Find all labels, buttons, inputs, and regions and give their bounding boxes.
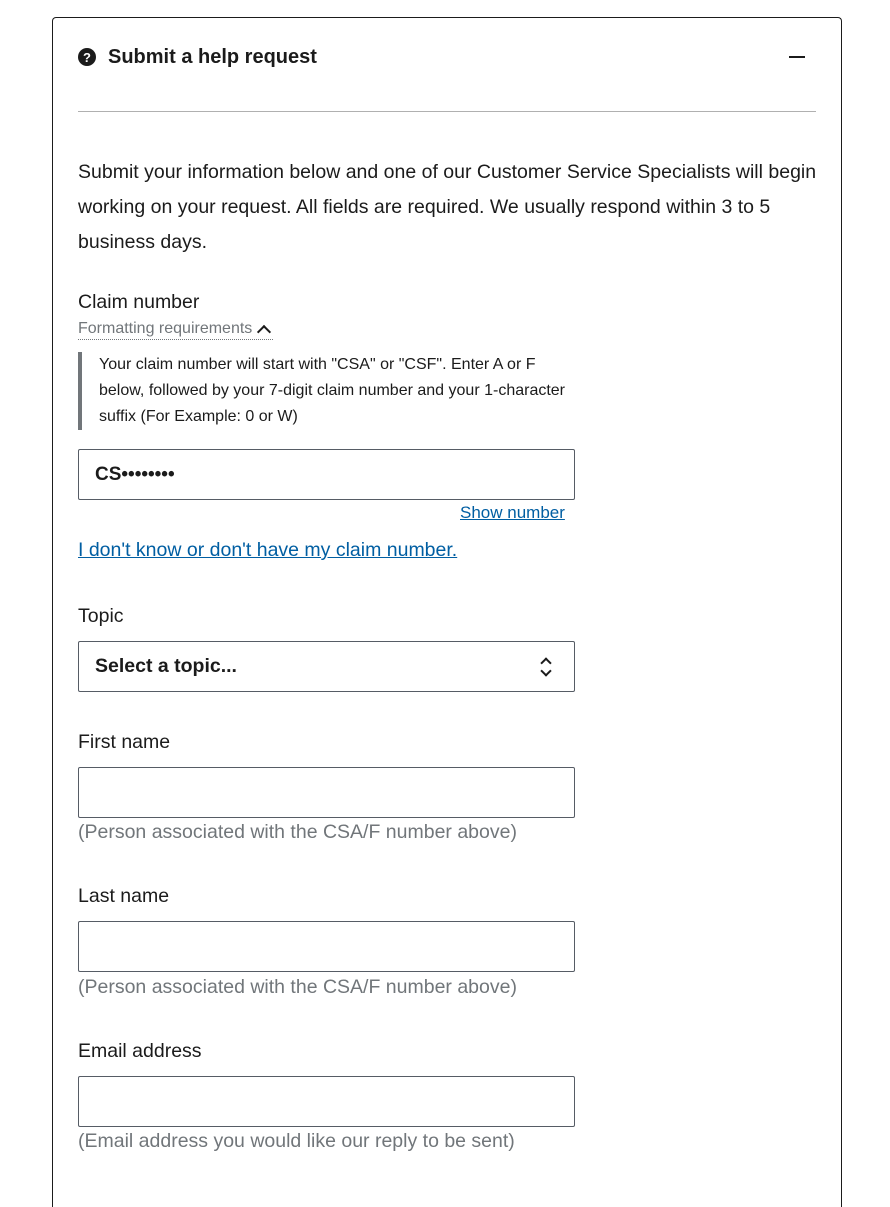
select-arrows-icon — [539, 655, 553, 679]
last-name-input[interactable] — [79, 922, 574, 971]
claim-number-label: Claim number — [78, 291, 200, 313]
show-number-link[interactable]: Show number — [460, 503, 565, 522]
topic-select[interactable] — [78, 641, 575, 692]
first-name-field — [78, 767, 575, 818]
last-name-field — [78, 921, 575, 972]
intro-text: Submit your information below and one of our Customer Service Specialists will begin working on your request. All fields are required. We usually respond within 3 to 5 business days. — [78, 161, 817, 253]
last-name-hint: (Person associated with the CSA/F number above) — [78, 976, 517, 998]
first-name-label: First name — [78, 731, 171, 753]
email-label: Email address — [78, 1040, 202, 1062]
formatting-requirements-toggle[interactable] — [78, 319, 273, 340]
header-divider — [78, 111, 816, 112]
help-request-panel — [52, 17, 842, 1207]
chevron-up-icon — [257, 324, 271, 338]
email-field — [78, 1076, 575, 1127]
formatting-requirements-label: Formatting requirements — [78, 320, 253, 337]
claim-number-input[interactable] — [79, 450, 574, 499]
first-name-hint: (Person associated with the CSA/F number above) — [78, 821, 517, 843]
topic-select-value: Select a topic... — [95, 655, 237, 677]
no-claim-number-link[interactable]: I don't know or don't have my claim number. — [78, 539, 458, 561]
last-name-label: Last name — [78, 885, 170, 907]
claim-number-field — [78, 449, 575, 500]
email-hint: (Email address you would like our reply to be sent) — [78, 1130, 515, 1152]
topic-label: Topic — [78, 605, 124, 627]
panel-header[interactable] — [78, 42, 816, 72]
first-name-input[interactable] — [79, 768, 574, 817]
minus-icon[interactable] — [785, 45, 809, 69]
panel-title: Submit a help request — [108, 45, 317, 68]
question-circle-icon: ? — [78, 48, 96, 66]
formatting-requirements-note: Your claim number will start with "CSA" or "CSF". Enter A or F below, followed by your 7-digit claim number and your 1-character suffix (For Example: 0 or W) — [78, 352, 576, 430]
email-input[interactable] — [79, 1077, 574, 1126]
